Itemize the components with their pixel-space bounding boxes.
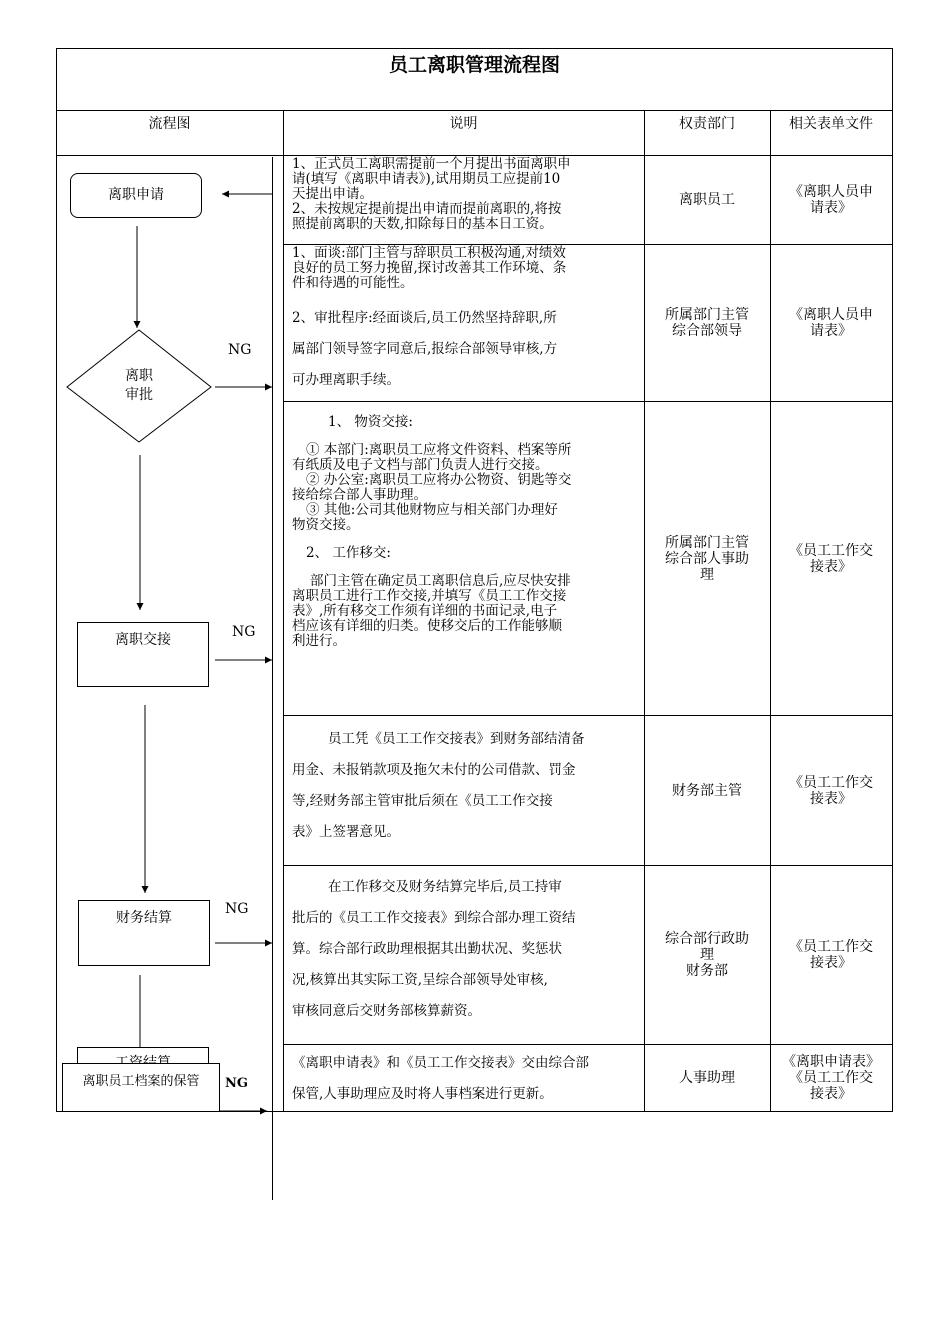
node-approve-label: 离职 审批 [125,368,153,403]
node-handover: 离职交接 [77,622,209,687]
row3-forms: 《员工工作交 接表》 [789,542,873,575]
row3-para: 部门主管在确定员工离职信息后,应尽快安排 离职员工进行工作交接,并填写《员工工作交接 表》,所有移交工作须有详细的书面记录,电子 档应该有详细的归类。使移交后的工作能够顺 利进行。 [292,573,571,649]
row1-dept: 离职员工 [679,192,735,208]
row3-item-1: ① 本部门:离职员工应将文件资料、档案等所 有纸质及电子文档与部门负责人进行交接。 [292,442,572,473]
row2-forms: 《离职人员申 请表》 [789,307,873,339]
ng-label-handover: NG [232,624,256,640]
row4-forms: 《员工工作交 接表》 [789,774,873,807]
row5-forms: 《员工工作交 接表》 [789,939,873,971]
row6-forms: 《离职申请表》 《员工工作交 接表》 [782,1054,880,1102]
row4-desc: 员工凭《员工工作交接表》到财务部结清备 用金、未报销款项及拖欠未付的公司借款、罚金 等,经财务部主管审批后须在《员工工作交接 表》上签署意见。 [292,731,585,840]
row2-desc-b: 2、审批程序:经面谈后,员工仍然坚持辞职,所 属部门领导签字同意后,报综合部领导审核,方 可办理离职手续。 [292,310,558,388]
row3-dept: 所属部门主管 综合部人事助 理 [665,534,749,583]
ng-label-finance: NG [225,901,249,917]
page-title: 员工离职管理流程图 [388,54,560,76]
header-dept: 权责部门 [679,116,735,132]
row6-dept: 人事助理 [679,1070,735,1086]
row1-desc: 1、正式员工离职需提前一个月提出书面离职申 请(填写《离职申请表》),试用期员工应提前10 天提出申请。 2、未按规定提前提出申请而提前离职的,将按 照提前离职的天数,扣除每日的基本日工资。 [292,156,571,232]
row3-desc: 1、 物资交接: ① 本部门:离职员工应将文件资料、档案等所 有纸质及电子文档与部门负责人进行交接。 ② 办公室:离职员工应将办公物资、钥匙等交 接给综合部人事助理。 ③ 其他:公司其他财物应与相关部门办理好 物资交接。 2、 工作移交: 部门主管在确定员工离职信息后,应尽快安排 离职员工进行工作交接,并填写《员工工作交接 表》,所有移交工作须有详细的书面记录,电子 档应该有详细的归类。使移交后的工作能够顺 利进行。 [292,415,637,649]
ng-label-approve: NG [228,342,252,358]
row4-dept: 财务部主管 [672,782,742,799]
header-flow: 流程图 [148,116,191,132]
node-apply-label: 离职申请 [108,187,164,203]
node-finance: 财务结算 [78,900,210,966]
row5-dept: 综合部行政助 理 财务部 [665,931,749,979]
ng-label-archive: NG [225,1076,248,1091]
row6-desc: 《离职申请表》和《员工工作交接表》交由综合部 保管,人事助理应及时将人事档案进行更新。 [292,1055,589,1102]
header-desc: 说明 [449,116,478,132]
row5-desc: 在工作移交及财务结算完毕后,员工持审 批后的《员工工作交接表》到综合部办理工资结 算。综合部行政助理根据其出勤状况、奖惩状 况,核算出其实际工资,呈综合部领导处审核, 审核同意后交财务部核算薪资。 [292,879,576,1019]
node-apply [70,173,202,218]
row3-item-2: ② 办公室:离职员工应将办公物资、钥匙等交 接给综合部人事助理。 [292,472,572,503]
row2-desc-a: 1、面谈:部门主管与辞职员工积极沟通,对绩效 良好的员工努力挽留,探讨改善其工作环境、条 件和待遇的可能性。 [292,245,567,291]
node-archive: 离职员工档案的保管 [62,1063,220,1112]
row2-dept: 所属部门主管 综合部领导 [665,307,749,339]
row3-item-3: ③ 其他:公司其他财物应与相关部门办理好 物资交接。 [292,502,558,533]
header-forms: 相关表单文件 [789,116,873,132]
row1-forms: 《离职人员申 请表》 [789,184,873,216]
